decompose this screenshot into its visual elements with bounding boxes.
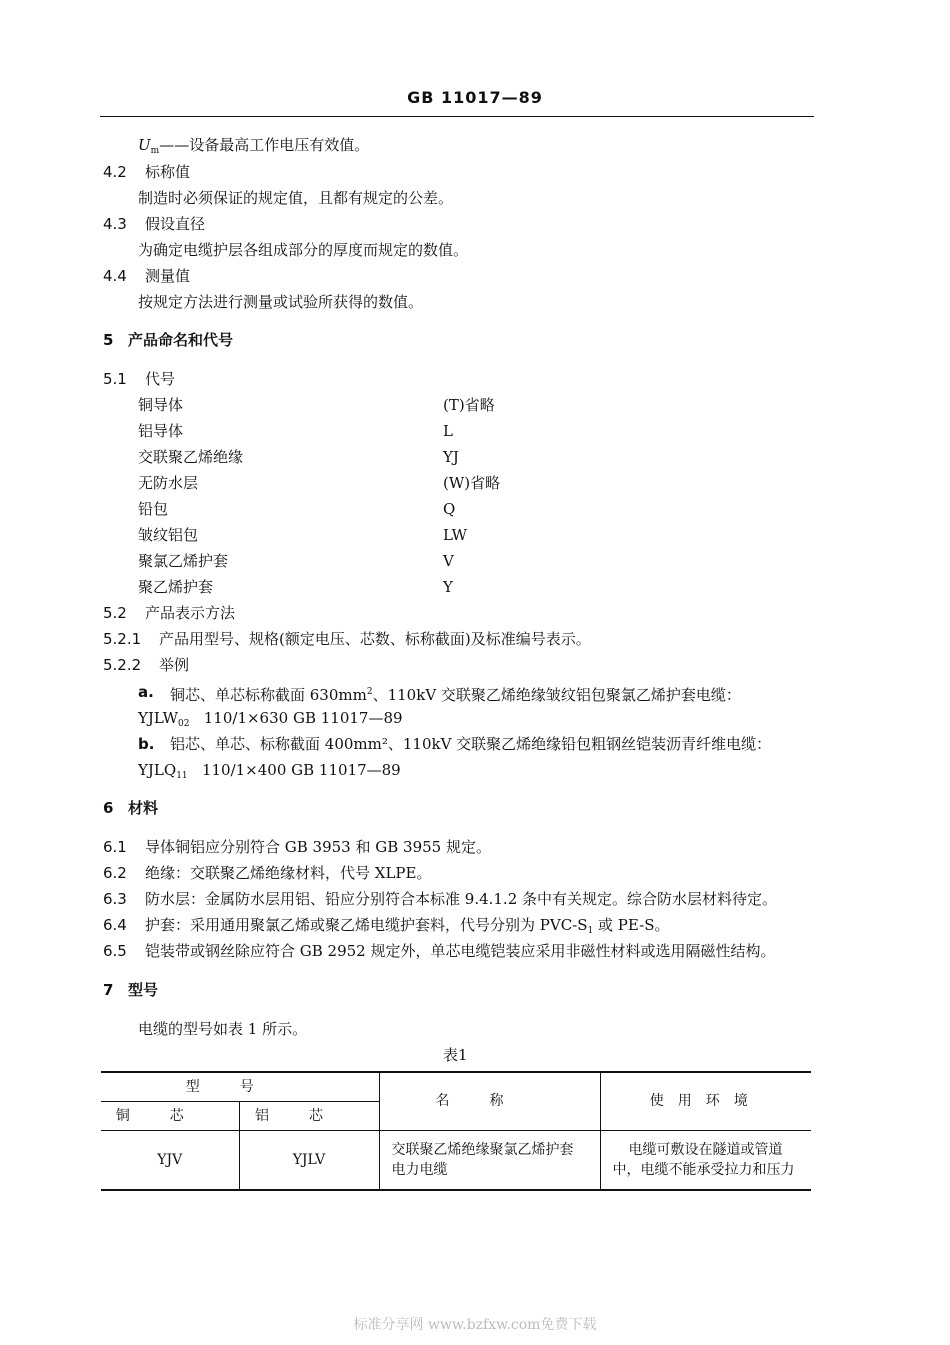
s5-1-title: 代号 <box>145 370 176 388</box>
header-env: 使用环境 <box>600 1072 811 1130</box>
s5-2-2-num: 5.2.2 <box>103 656 142 674</box>
cell-name <box>379 1130 600 1190</box>
header-model: 型号 <box>101 1072 379 1101</box>
example-a-pre: 铜芯、单芯标称截面 630mm <box>170 686 367 704</box>
s6-item-num: 6.4 <box>103 916 127 934</box>
example-a-label: a. <box>138 683 154 701</box>
table-caption: 表1 <box>443 1046 468 1064</box>
cell-aluminum: YJLV <box>239 1130 379 1190</box>
s7-heading: 型号 <box>128 981 159 999</box>
code-name: 交联聚乙烯绝缘 <box>138 448 244 466</box>
s6-4-sub: 1 <box>587 926 594 936</box>
example-b-model-rest: 110/1×400 GB 11017—89 <box>201 761 401 779</box>
um-def-text: ——设备最高工作电压有效值。 <box>159 136 370 154</box>
code-name: 聚乙烯护套 <box>138 578 214 596</box>
example-b-label: b. <box>138 735 155 753</box>
cell-copper: YJV <box>101 1130 239 1190</box>
code-name: 皱纹铝包 <box>138 526 199 544</box>
header-name: 名称 <box>379 1072 600 1130</box>
s6-heading-num: 6 <box>103 799 114 817</box>
s4-2-desc: 制造时必须保证的规定值，且都有规定的公差。 <box>138 189 454 207</box>
code-name: 铜导体 <box>138 396 184 414</box>
s6-heading: 材料 <box>128 799 159 817</box>
s4-3-desc: 为确定电缆护层各组成部分的厚度而规定的数值。 <box>138 241 469 259</box>
s5-2-num: 5.2 <box>103 604 127 622</box>
code-value: (W)省略 <box>443 474 501 492</box>
code-value: Q <box>443 500 456 518</box>
code-name: 无防水层 <box>138 474 199 492</box>
s6-item-text: 导体铜铝应分别符合 GB 3953 和 GB 3955 规定。 <box>145 838 491 856</box>
s4-2-num: 4.2 <box>103 163 127 181</box>
table-row <box>101 1130 811 1190</box>
code-value: Y <box>443 578 453 596</box>
s6-item-num: 6.3 <box>103 890 127 908</box>
s6-item-num: 6.1 <box>103 838 127 856</box>
s7-intro: 电缆的型号如表 1 所示。 <box>138 1020 308 1038</box>
s5-heading-num: 5 <box>103 331 114 349</box>
watermark-footer: 标准分享网 www.bzfxw.com免费下载 <box>353 1317 597 1333</box>
example-a-model-code: YJLW <box>138 709 178 727</box>
s4-2-title: 标称值 <box>145 163 191 181</box>
s5-1-num: 5.1 <box>103 370 127 388</box>
s7-heading-num: 7 <box>103 981 114 999</box>
um-subscript: m <box>150 146 160 156</box>
code-name: 聚氯乙烯护套 <box>138 552 229 570</box>
s6-4-post: 或 PE-S。 <box>593 916 670 934</box>
cell-env-line2: 中，电缆不能承受拉力和压力 <box>612 1161 795 1178</box>
s5-2-2-title: 举例 <box>159 656 190 674</box>
example-b-model-sub: 11 <box>176 771 188 781</box>
header-aluminum: 铝芯 <box>239 1101 379 1130</box>
table-header-row <box>101 1072 811 1101</box>
s5-2-1-text: 产品用型号、规格(额定电压、芯数、标称截面)及标准编号表示。 <box>159 630 591 648</box>
code-value: L <box>443 422 453 440</box>
example-b-model-code: YJLQ <box>138 761 177 779</box>
s4-4-desc: 按规定方法进行测量或试验所获得的数值。 <box>138 293 424 311</box>
cell-env-line1: 电缆可敷设在隧道或管道 <box>628 1141 783 1158</box>
s6-item-text: 防水层：金属防水层用铝、铅应分别符合本标准 9.4.1.2 条中有关规定。综合防水层材料待定。 <box>145 890 778 908</box>
code-name: 铝导体 <box>138 422 184 440</box>
s4-3-num: 4.3 <box>103 215 127 233</box>
s6-item-text: 绝缘：交联聚乙烯绝缘材料，代号 XLPE。 <box>145 864 432 882</box>
header-rule <box>100 116 814 117</box>
model-table <box>101 1071 811 1191</box>
s4-4-num: 4.4 <box>103 267 127 285</box>
code-value: V <box>443 552 454 570</box>
example-a-model <box>138 708 403 734</box>
cell-name-line2: 电力电缆 <box>391 1161 448 1178</box>
example-b-model <box>138 760 401 786</box>
cell-name-line1: 交联聚乙烯绝缘聚氯乙烯护套 <box>391 1141 574 1158</box>
code-name: 铅包 <box>138 500 169 518</box>
s6-4-pre: 护套：采用通用聚氯乙烯或聚乙烯电缆护套料，代号分别为 PVC-S <box>145 916 588 934</box>
s4-4-title: 测量值 <box>145 267 191 285</box>
um-symbol: U <box>138 136 151 154</box>
s5-2-1-num: 5.2.1 <box>103 630 142 648</box>
s6-item-num: 6.2 <box>103 864 127 882</box>
s6-item-num: 6.5 <box>103 942 127 960</box>
s4-3-title: 假设直径 <box>145 215 206 233</box>
code-value: (T)省略 <box>443 396 495 414</box>
s6-item-text: 铠装带或钢丝除应符合 GB 2952 规定外，单芯电缆铠装应采用非磁性材料或选用隔磁性结构。 <box>145 942 776 960</box>
example-a-model-sub: 02 <box>178 719 190 729</box>
code-value: LW <box>443 526 468 544</box>
example-a-post: 、110kV 交联聚乙烯绝缘皱纹铝包聚氯乙烯护套电缆： <box>372 686 741 704</box>
s5-heading: 产品命名和代号 <box>128 331 234 349</box>
s5-2-title: 产品表示方法 <box>145 604 236 622</box>
example-b-text: 铝芯、单芯、标称截面 400mm²、110kV 交联聚乙烯绝缘铅包粗钢丝铠装沥青纤维电缆： <box>170 735 772 753</box>
example-a-model-rest: 110/1×630 GB 11017—89 <box>203 709 403 727</box>
example-a-text <box>170 682 741 705</box>
code-value: YJ <box>443 448 459 466</box>
cell-env <box>600 1130 811 1190</box>
s6-item-text <box>145 915 669 941</box>
um-definition <box>138 135 369 161</box>
page-header: GB 11017—89 <box>407 88 543 107</box>
example-a-sup: 2 <box>366 687 373 697</box>
header-copper: 铜芯 <box>101 1101 239 1130</box>
